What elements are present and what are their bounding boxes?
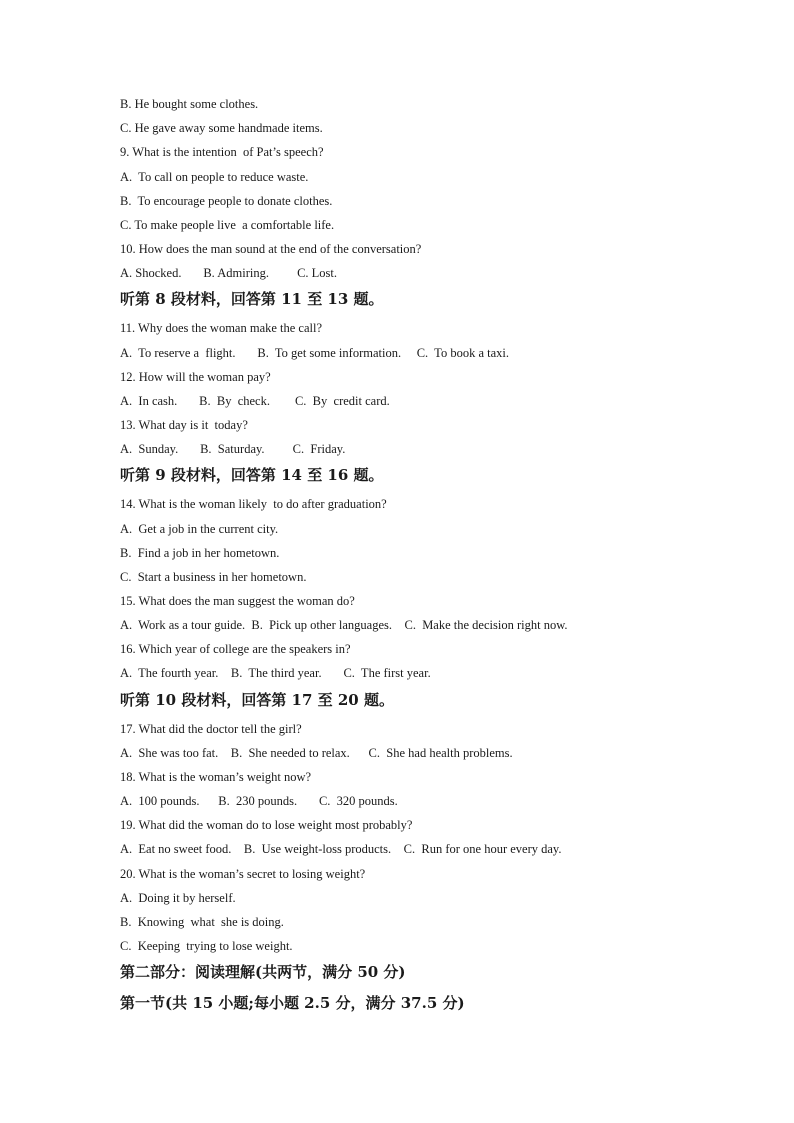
- options-11: A. To reserve a flight. B. To get some information. C. To book a taxi.: [120, 346, 509, 360]
- options-18: A. 100 pounds. B. 230 pounds. C. 320 pounds.: [120, 794, 398, 808]
- question-16: 16. Which year of college are the speakers in?: [120, 642, 351, 656]
- options-10: A. Shocked. B. Admiring. C. Lost.: [120, 266, 338, 280]
- question-18: 18. What is the woman’s weight now?: [120, 770, 312, 784]
- question-9: 9. What is the intention of Pat’s speech?: [120, 145, 324, 159]
- question-19: 19. What did the woman do to lose weight most probably?: [120, 818, 413, 832]
- options-15: A. Work as a tour guide. B. Pick up other languages. C. Make the decision right now.: [120, 618, 568, 632]
- question-17: 17. What did the doctor tell the girl?: [120, 722, 302, 736]
- option-14a: A. Get a job in the current city.: [120, 522, 279, 536]
- option-20a: A. Doing it by herself.: [120, 891, 236, 905]
- options-17: A. She was too fat. B. She needed to relax. C. She had health problems.: [120, 746, 513, 760]
- option-8c: C. He gave away some handmade items.: [120, 121, 323, 135]
- option-8b: B. He bought some clothes.: [120, 97, 259, 111]
- question-15: 15. What does the man suggest the woman do?: [120, 594, 355, 608]
- question-14: 14. What is the woman likely to do after graduation?: [120, 497, 387, 511]
- section-heading-material-9: 听第 9 段材料，回答第 14 至 16 题。: [120, 466, 384, 484]
- options-13: A. Sunday. B. Saturday. C. Friday.: [120, 442, 346, 456]
- question-13: 13. What day is it today?: [120, 418, 248, 432]
- question-10: 10. How does the man sound at the end of the conversation?: [120, 242, 422, 256]
- section-heading-material-8: 听第 8 段材料，回答第 11 至 13 题。: [120, 290, 384, 308]
- question-11: 11. Why does the woman make the call?: [120, 321, 323, 335]
- option-9c: C. To make people live a comfortable life.: [120, 218, 335, 232]
- options-16: A. The fourth year. B. The third year. C. The first year.: [120, 666, 431, 680]
- option-14c: C. Start a business in her hometown.: [120, 570, 307, 584]
- part-two-heading: 第二部分：阅读理解(共两节，满分 50 分): [120, 963, 406, 981]
- options-19: A. Eat no sweet food. B. Use weight-loss products. C. Run for one hour every day.: [120, 842, 562, 856]
- option-9b: B. To encourage people to donate clothes.: [120, 194, 333, 208]
- option-14b: B. Find a job in her hometown.: [120, 546, 280, 560]
- option-20c: C. Keeping trying to lose weight.: [120, 939, 293, 953]
- options-12: A. In cash. B. By check. C. By credit card.: [120, 394, 390, 408]
- question-12: 12. How will the woman pay?: [120, 370, 271, 384]
- section-one-heading: 第一节(共 15 小题;每小题 2.5 分，满分 37.5 分): [120, 994, 465, 1012]
- option-20b: B. Knowing what she is doing.: [120, 915, 284, 929]
- option-9a: A. To call on people to reduce waste.: [120, 170, 309, 184]
- question-20: 20. What is the woman’s secret to losing weight?: [120, 867, 366, 881]
- section-heading-material-10: 听第 10 段材料，回答第 17 至 20 题。: [120, 691, 394, 709]
